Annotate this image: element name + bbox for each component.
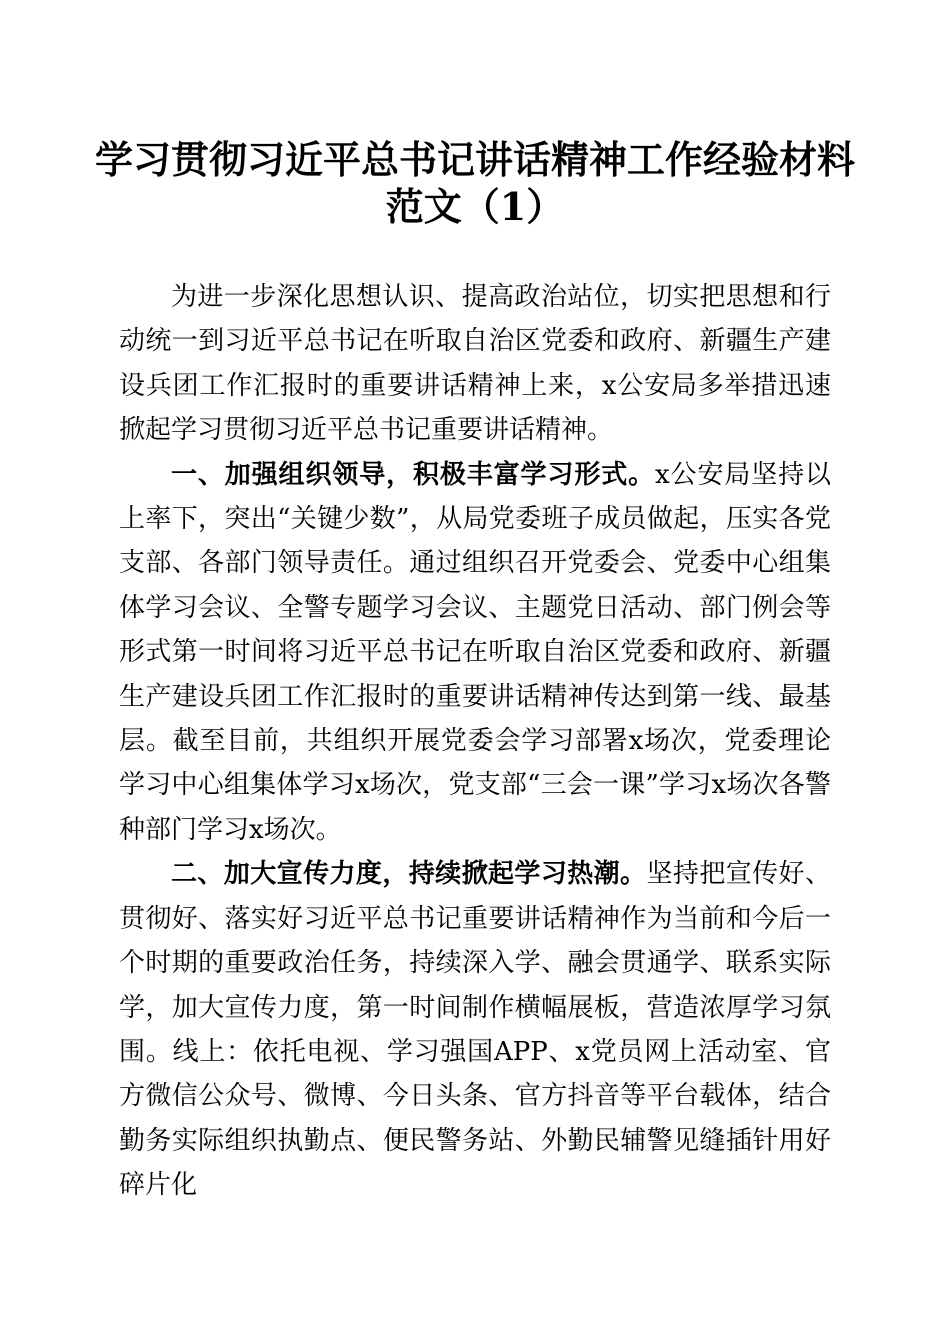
document-title-line2: 范文（1）: [385, 184, 565, 229]
section2-paragraph: [119, 852, 831, 1207]
section2-body: 坚持把宣传好、贯彻好、落实好习近平总书记重要讲话精神作为当前和今后一个时期的重要政治任务，持续深入学、融会贯通学、联系实际学，加大宣传力度，第一时间制作横幅展板，营造浓厚学习氛围。线上：依托电视、学习强国APP、x党员网上活动室、官方微信公众号、微博、今日头条、官方抖音等平台载体，结合勤务实际组织执勤点、便民警务站、外勤民辅警见缝插针用好碎片化: [119, 859, 831, 1201]
document-body: [119, 275, 831, 1208]
section1-paragraph: [119, 453, 831, 853]
document-title-line1: 学习贯彻习近平总书记讲话精神工作经验材料: [94, 137, 855, 182]
intro-paragraph: 为进一步深化思想认识、提高政治站位，切实把思想和行动统一到习近平总书记在听取自治区党委和政府、新疆生产建设兵团工作汇报时的重要讲话精神上来，x公安局多举措迅速掀起学习贯彻习近平总书记重要讲话精神。: [119, 282, 831, 446]
section1-heading: 一、加强组织领导，积极丰富学习形式。: [171, 459, 655, 490]
section2-heading: 二、加大宣传力度，持续掀起学习热潮。: [171, 859, 647, 890]
section1-body: x公安局坚持以上率下，突出“关键少数”，从局党委班子成员做起，压实各党支部、各部门领导责任。通过组织召开党委会、党委中心组集体学习会议、全警专题学习会议、主题党日活动、部门例会等形式第一时间将习近平总书记在听取自治区党委和政府、新疆生产建设兵团工作汇报时的重要讲话精神传达到第一线、最基层。截至目前，共组织开展党委会学习部署x场次，党委理论学习中心组集体学习x场次，党支部“三会一课”学习x场次各警种部门学习x场次。: [119, 459, 831, 845]
